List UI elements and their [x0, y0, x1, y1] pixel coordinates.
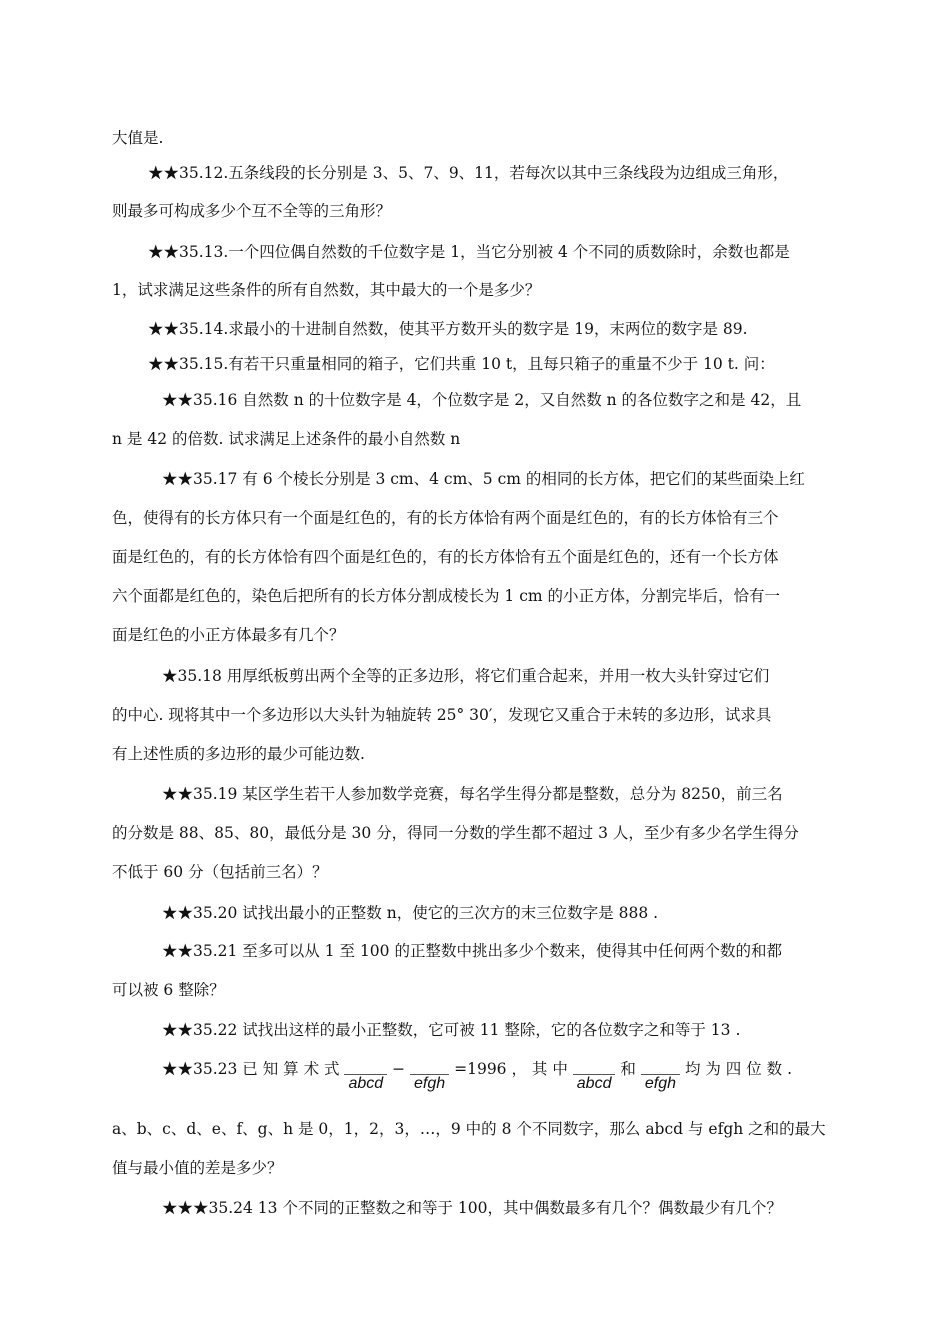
problem-35-16-line: ★★35.16 自然数 n 的十位数字是 4，个位数字是 2，又自然数 n 的各位数字之和是 42，且 — [162, 391, 802, 409]
text-line: 的分数是 88、85、80，最低分是 30 分，得同一分数的学生都不超过 3 人，至少有多少名学生得分 — [112, 824, 799, 842]
fraction-abcd-2: abcd — [573, 1074, 616, 1092]
line-tail: . — [158, 129, 164, 147]
text-line: 六个面都是红色的，染色后把所有的长方体分割成棱长为 1 cm 的小正方体，分割完毕后，恰有一 — [112, 587, 781, 605]
problem-35-20-line: ★★35.20 试找出最小的正整数 n，使它的三次方的末三位数字是 888 . — [162, 904, 659, 922]
text-line: 则最多可构成多少个互不全等的三角形？ — [112, 202, 392, 220]
problem-35-24-line: ★★★35.24 13 个不同的正整数之和等于 100，其中偶数最多有几个？偶数最少有几个？ — [162, 1199, 782, 1217]
line-end-text: 均 为 四 位 数 . — [684, 1060, 792, 1078]
problem-35-12-line: ★★35.12.五条线段的长分别是 3、5、7、9、11，若每次以其中三条线段为边组成三角形， — [148, 164, 789, 182]
problem-35-19-line: ★★35.19 某区学生若干人参加数学竞赛，每名学生得分都是整数，总分为 8250，前三名 — [162, 785, 783, 803]
text-line: 1，试求满足这些条件的所有自然数，其中最大的一个是多少？ — [112, 281, 541, 299]
line-text: ★★35.23 已 知 算 术 式 — [162, 1060, 340, 1078]
text-line: 面是红色的小正方体最多有几个？ — [112, 626, 345, 644]
problem-35-22-line: ★★35.22 试找出这样的最小正整数，它可被 11 整除，它的各位数字之和等于 13 . — [162, 1021, 741, 1039]
problem-35-14-line: ★★35.14.求最小的十进制自然数，使其平方数开头的数字是 19，末两位的数字是 89. — [148, 320, 748, 338]
problem-35-23-line — [0, 1058, 950, 1092]
problem-35-13-line: ★★35.13.一个四位偶自然数的千位数字是 1，当它分别被 4 个不同的质数除时，余数也都是 — [148, 243, 790, 261]
text-line: 可以被 6 整除？ — [112, 981, 225, 999]
fraction-abcd: abcd — [344, 1074, 387, 1092]
text-line: 色，使得有的长方体只有一个面是红色的，有的长方体恰有两个面是红色的，有的长方体恰有三个 — [112, 509, 779, 527]
text-line: 有上述性质的多边形的最少可能边数. — [112, 745, 365, 763]
line-text: 大值是 — [112, 129, 159, 147]
text-line: 面是红色的，有的长方体恰有四个面是红色的，有的长方体恰有五个面是红色的，还有一个长方体 — [112, 548, 779, 566]
fraction-efgh-2: efgh — [641, 1074, 680, 1092]
text-line — [0, 127, 950, 149]
text-line: 不低于 60 分（包括前三名）？ — [112, 863, 328, 881]
text-line: a、b、c、d、e、f、g、h 是 0，1，2，3，…，9 中的 8 个不同数字，那么 abcd 与 efgh 之和的最大 — [112, 1120, 826, 1138]
problem-35-18-line: ★35.18 用厚纸板剪出两个全等的正多边形，将它们重合起来，并用一枚大头针穿过它们 — [162, 667, 770, 685]
text-line: n 是 42 的倍数. 试求满足上述条件的最小自然数 n — [112, 430, 461, 448]
fraction-efgh: efgh — [410, 1074, 449, 1092]
problem-35-15-line: ★★35.15.有若干只重量相同的箱子，它们共重 10 t，且每只箱子的重量不少于 10 t. 问： — [148, 355, 775, 373]
minus-sign: − — [392, 1060, 406, 1078]
equation-text: =1996 ， 其 中 — [454, 1060, 568, 1078]
text-line: 值与最小值的差是多少？ — [112, 1159, 283, 1177]
text-line: 的中心. 现将其中一个多边形以大头针为轴旋转 25° 30′，发现它又重合于未转的多边形，试求具 — [112, 706, 772, 724]
problem-35-21-line: ★★35.21 至多可以从 1 至 100 的正整数中挑出多少个数来，使得其中任何两个数的和都 — [162, 942, 782, 960]
problem-35-17-line: ★★35.17 有 6 个棱长分别是 3 cm、4 cm、5 cm 的相同的长方体，把它们的某些面染上红 — [162, 470, 805, 488]
and-text: 和 — [620, 1060, 636, 1078]
